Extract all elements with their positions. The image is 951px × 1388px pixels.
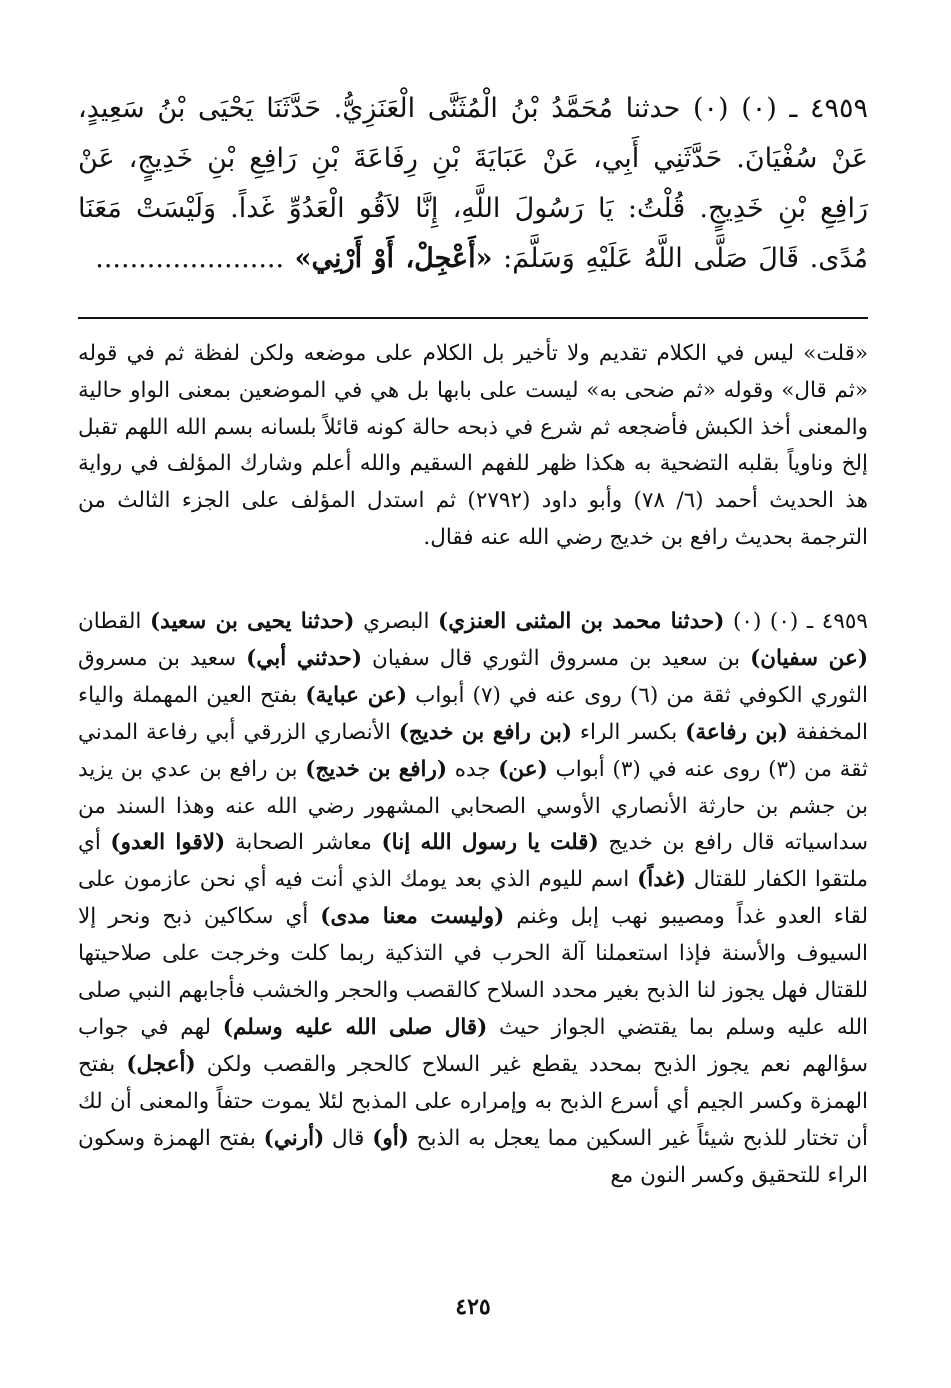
continuation-dots: ......................	[95, 243, 285, 274]
commentary-bold-phrase: (أو)	[372, 1125, 409, 1151]
commentary-bold-phrase: (عن سفيان)	[750, 645, 869, 671]
commentary-segment: البصري	[354, 609, 439, 634]
commentary-segment: اسم لليوم الذي بعد يومك الذي أنت فيه أي نحن عازمون على لقاء العدو غداً ومصيبو نهب إبل وغنم	[78, 867, 868, 930]
commentary-segment: بفتح العين المهملة والياء المخففة	[78, 682, 868, 745]
hadith-number: ٤٩٥٩ ـ (٠) (٠)	[692, 93, 868, 124]
commentary-segment: بكسر الراء	[572, 719, 686, 745]
commentary-bold-phrase: (غداً)	[637, 867, 686, 893]
commentary-segment: معاشر الصحابة	[225, 830, 382, 856]
commentary-segment: جده	[447, 756, 499, 782]
commentary-segment: ٤٩٥٩ ـ (٠) (٠)	[724, 609, 868, 634]
commentary-bold-phrase: (قلت يا رسول الله إنا)	[381, 830, 599, 856]
hadith-prophetic-quote: «أَعْجِلْ، أَوْ أَرْنِي»	[294, 243, 493, 274]
commentary-segment: بن رافع بن عدي بن يزيد بن جشم بن حارثة الأنصاري الأوسي الصحابي المشهور رضي الله عنه وهذا السند من سداسياته قال رافع بن خديج	[78, 756, 868, 856]
commentary-segment: أي ملتقوا الكفار للقتال	[78, 830, 868, 893]
commentary-bold-phrase: (بن رفاعة)	[685, 719, 788, 745]
commentary-bold-phrase: (رافع بن خديج)	[305, 756, 448, 782]
commentary-bold-phrase: (عن)	[498, 756, 548, 782]
commentary-bold-phrase: (عن عباية)	[305, 682, 408, 708]
page-number: ٤٢٥	[455, 1294, 491, 1320]
commentary-text	[78, 604, 868, 1195]
commentary-segment: سعيد بن مسروق الثوري الكوفي ثقة من (٦) روى عنه في (٧) أبواب	[78, 645, 869, 708]
commentary-bold-phrase: (حدثنا محمد بن المثنى العنزي)	[438, 609, 725, 634]
commentary-bold-phrase: (حدثنا يحيى بن سعيد)	[149, 609, 355, 634]
commentary-segment: أي سكاكين ذبح ونحر إلا السيوف والأسنة فإذا استعملنا آلة الحرب في التذكية ربما كلت وخرجت على صلاحيتها للقتال فهل يجوز لنا الذبح بغير محدد السلاح كالقصب والحجر والخشب فأجابهم النبي صلى الله عليه وسلم بما يقتضي الجواز حيث	[78, 904, 868, 1040]
hadith-body: حدثنا مُحَمَّدُ بْنُ الْمُثَنَّى الْعَنَزِيُّ. حَدَّثَنَا يَحْيَى بْنُ سَعِيدٍ، عَنْ سُفْيَانَ. حَدَّثَنِي أَبِي، عَنْ عَبَايَةَ بْنِ رِفَاعَةَ بْنِ رَافِعِ بْنِ خَدِيجٍ، عَنْ رَافِعِ بْنِ خَدِيجٍ. قُلْتُ: يَا رَسُولَ اللَّهِ، إِنَّا لاَقُو الْعَدُوِّ غَداً. وَلَيْسَتْ مَعَنَا مُدًى. قَالَ صَلَّى اللَّهُ عَلَيْهِ وَسَلَّمَ:	[78, 93, 868, 274]
commentary-bold-phrase: (أعجل)	[126, 1051, 196, 1077]
book-page	[78, 84, 868, 1324]
commentary-bold-phrase: (حدثني أبي)	[246, 645, 363, 671]
commentary-bold-phrase: (بن رافع بن خديج)	[398, 719, 573, 745]
commentary-segment: بن سعيد بن مسروق الثوري قال سفيان	[362, 645, 751, 671]
commentary-bold-phrase: (قال صلى الله عليه وسلم)	[222, 1014, 488, 1040]
commentary-segment: بفتح الهمزة وسكون الراء للتحقيق وكسر النون مع	[78, 1125, 868, 1188]
commentary-segment: بفتح الهمزة وكسر الجيم أي أسرع الذبح به وإمراره على المذبح لئلا يموت حتفاً والمعنى أن لك أن تختار للذبح شيئاً غير السكين مما يعجل به الذبح	[78, 1051, 869, 1151]
commentary-segment: قال	[324, 1125, 373, 1151]
commentary-bold-phrase: (لاقوا العدو)	[110, 830, 226, 856]
commentary-segment: القطان	[78, 609, 150, 634]
commentary-segment: الأنصاري الزرقي أبي رفاعة المدني ثقة من (٣) روى عنه في (٣) أبواب	[78, 719, 869, 782]
commentary-segment: لهم في جواب سؤالهم نعم يجوز الذبح بمحدد يقطع غير السلاح كالحجر والقصب ولكن	[78, 1014, 868, 1077]
footnote-text: «قلت» ليس في الكلام تقديم ولا تأخير بل الكلام على موضعه ولكن لفظة ثم في قوله «ثم قال» وقوله «ثم ضحى به» ليست على بابها بل هي في الموضعين بمعنى الواو حالية والمعنى أخذ الكبش فأضجعه ثم شرع في ذبحه حالة كونه قائلاً بلسانه بسم الله اللهم تقبل إلخ وناوياً بقلبه التضحية به هكذا ظهر للفهم السقيم والله أعلم وشارك المؤلف في رواية هذ الحديث أحمد (٦/ ٧٨) وأبو داود (٢٧٩٢) ثم استدل المؤلف على الجزء الثالث من الترجمة بحديث رافع بن خديج رضي الله عنه فقال.	[78, 341, 869, 550]
hadith-text	[78, 84, 868, 284]
footnote-separator	[78, 317, 868, 319]
commentary-bold-phrase: (وليست معنا مدى)	[320, 904, 505, 930]
commentary-bold-phrase: (أرني)	[263, 1125, 325, 1151]
